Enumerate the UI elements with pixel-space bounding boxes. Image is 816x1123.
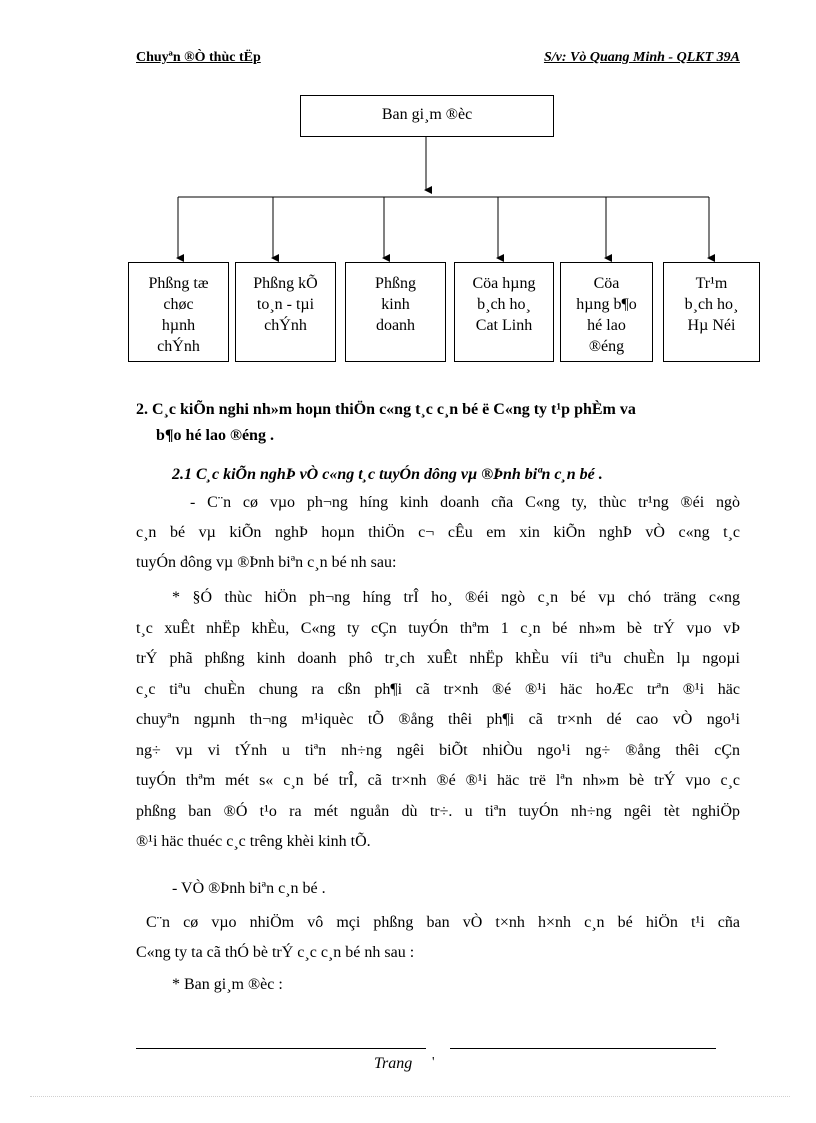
org-box-line: Hµ Néi (687, 317, 736, 334)
org-box-line: to¸n - tµi (256, 296, 315, 313)
org-box-hr (128, 262, 229, 362)
org-box-line: Cöa (593, 275, 620, 292)
paragraph-5: * Ban gi¸m ®èc : (172, 976, 283, 993)
paragraph-line: t¸c xuÊt nhËp khÈu, C«ng ty cÇn tuyÓn thªm 1 c¸n bé nh»m bè trÝ vµo vÞ (136, 619, 740, 637)
org-box-line: hé lao (587, 317, 626, 334)
footer-rule-right (450, 1048, 716, 1049)
paragraph-line: phßng ban ®Ó t¹o ra mét nguån dù tr÷. u tiªn tuyÓn nh÷ng ngêi tèt nghiÖp (136, 802, 740, 820)
org-box-business (345, 262, 446, 362)
paragraph-line: ng÷ vµ vi tÝnh u tiªn nh÷ng ngêi biÕt nhiÒu ngo¹i ng÷ ®ång thêi cÇn (136, 741, 740, 759)
org-box-line: Phßng (375, 275, 416, 292)
paragraph-1 (136, 488, 740, 578)
section-2-heading-line: 2. C¸c kiÕn nghi nh»m hoµn thiÖn c«ng t¸c c¸n bé ë C«ng ty t¹p phÈm va (136, 401, 636, 418)
footer-page-mark: ' (432, 1055, 435, 1070)
section-2-1-heading: 2.1 C¸c kiÕn nghÞ vÒ c«ng t¸c tuyÓn dông vµ ®Þnh biªn c¸n bé . (172, 466, 603, 483)
org-box-line: chÝnh (264, 317, 307, 334)
paragraph-line: * §Ó thùc hiÖn ph¬ng híng trÎ ho¸ ®éi ngò c¸n bé vµ chó träng c«ng (172, 589, 740, 606)
org-box-line: kinh (381, 296, 410, 313)
footer-rule-left (136, 1048, 426, 1049)
org-box-line: hµnh (161, 317, 196, 334)
org-box-line: Cöa hµng (472, 275, 536, 292)
paragraph-line: c¸c tiªu chuÈn chung ra cßn ph¶i cã tr×nh ®é ®¹i häc hoÆc trªn ®¹i häc (136, 680, 740, 698)
footer-page-label: Trang (374, 1055, 413, 1072)
paragraph-line: ®¹i häc thuéc c¸c trêng khèi kinh tÕ. (136, 833, 371, 850)
org-box-line: ®éng (588, 338, 625, 355)
org-box-line: b¸ch ho¸ (684, 296, 739, 313)
paragraph-line: chuyªn ngµnh th¬ng m¹iquèc tÕ ®ång thêi ph¶i cã tr×nh dé cao vÒ ngo¹i (136, 711, 740, 728)
org-box-accounting (235, 262, 336, 362)
org-box-line: chøc (163, 296, 194, 313)
paragraph-3: - VÒ ®Þnh biªn c¸n bé . (172, 880, 326, 897)
org-box-line: chÝnh (157, 338, 200, 355)
page-bottom-border (30, 1096, 790, 1097)
org-box-cat-linh-store (454, 262, 554, 362)
org-box-line: Tr¹m (695, 275, 728, 292)
header-title: Chuyªn ®Ò thùc tËp (136, 50, 261, 65)
org-box-line: Cat Linh (475, 317, 533, 334)
section-2-heading-line: b¶o hé lao ®éng . (156, 427, 274, 444)
paragraph-line: tuyÓn thªm mét s« c¸n bé trÎ, cã tr×nh ®é ®¹i häc trë lªn nh»m bè trÝ vµo c¸c (136, 772, 740, 789)
paragraph-2 (136, 583, 740, 858)
paragraph-line: c¸n bé vµ kiÕn nghÞ hoµn thiÖn c¬ cÊu em xin kiÕn nghÞ vÒ c«ng t¸c (136, 524, 740, 541)
org-box-line: b¸ch ho¸ (477, 296, 531, 313)
org-box-protection-store (560, 262, 653, 362)
org-box-line: Phßng kÕ (253, 275, 318, 292)
header-author: S/v: Vò Quang Minh - QLKT 39A (543, 50, 740, 65)
paragraph-line: trÝ phã phßng kinh doanh phô tr¸ch xuÊt nhËp khÈu víi tiªu chuÈn lµ ngoµi (136, 650, 740, 667)
org-root-box (300, 95, 554, 137)
paragraph-line: C«ng ty ta cã thÓ bè trÝ c¸c c¸n bé nh sau : (136, 944, 415, 961)
paragraph-line: C¨n cø vµo nhiÖm vô mçi phßng ban vÒ t×nh h×nh c¸n bé hiÖn t¹i cña (146, 914, 740, 931)
section-2-heading (136, 397, 746, 449)
paragraph-4 (136, 908, 740, 968)
paragraph-line: - C¨n cø vµo ph¬ng híng kinh doanh cña C«ng ty, thùc tr¹ng ®éi ngò (190, 494, 740, 511)
org-box-line: hµng b¶o (576, 296, 637, 313)
org-box-hanoi-station (663, 262, 760, 362)
org-box-line: Phßng tæ (148, 275, 209, 292)
paragraph-line: tuyÓn dông vµ ®Þnh biªn c¸n bé nh sau: (136, 554, 397, 571)
org-box-line: doanh (375, 317, 416, 334)
org-root-label: Ban gi¸m ®èc (381, 106, 473, 123)
